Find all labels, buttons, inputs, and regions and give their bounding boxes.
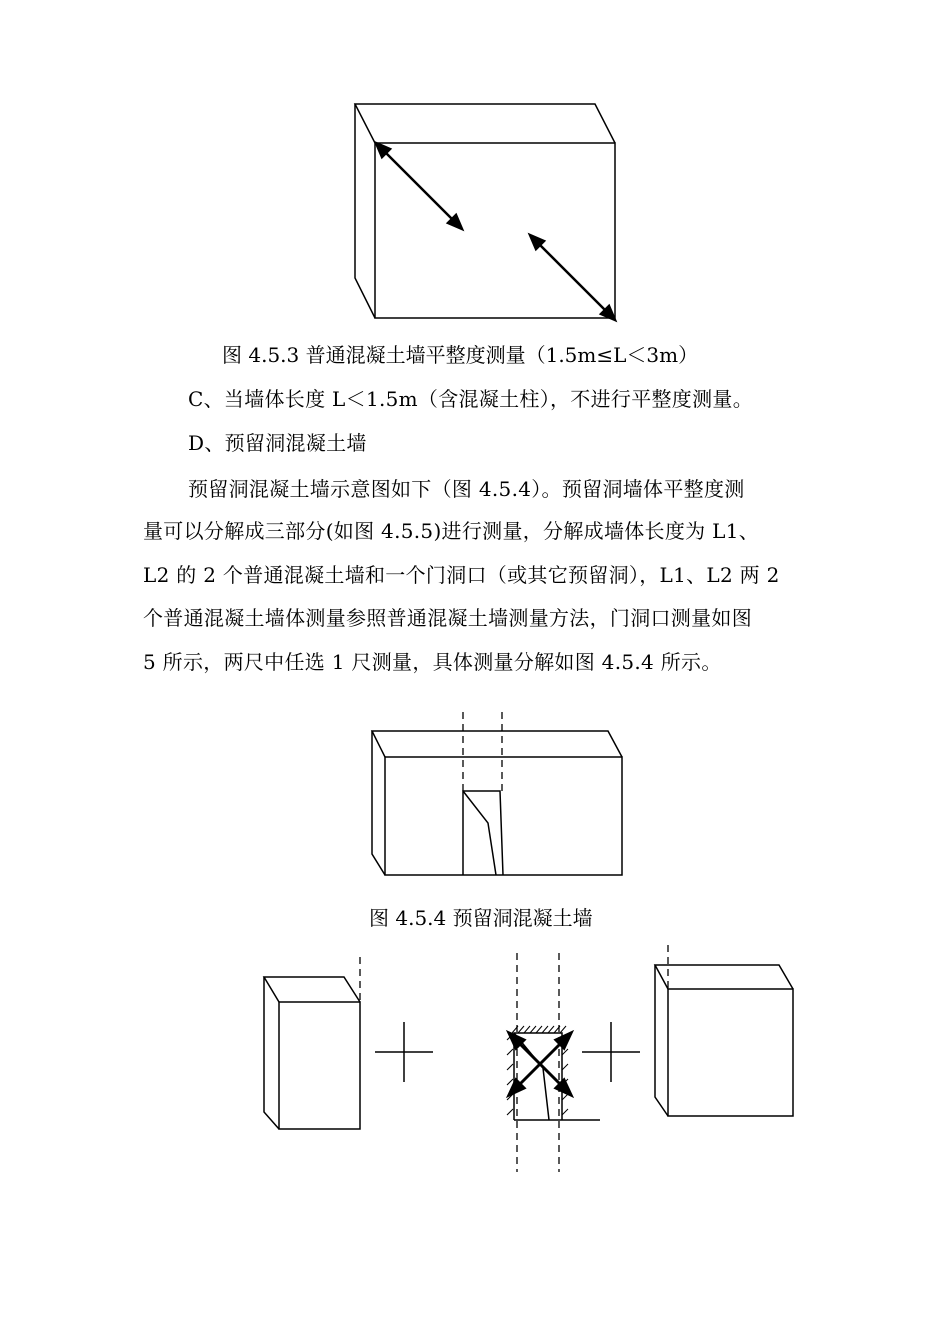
wall-front-face <box>385 757 622 875</box>
figure-decomposition <box>255 945 805 1175</box>
paragraph-c: C、当墙体长度 L＜1.5m（含混凝土柱），不进行平整度测量。 <box>188 387 754 411</box>
decomposition-diagram <box>255 945 805 1175</box>
figure-2-caption: 图 4.5.4 预留洞混凝土墙 <box>369 906 593 930</box>
figure-1-caption: 图 4.5.3 普通混凝土墙平整度测量（1.5m≤L＜3m） <box>222 343 699 367</box>
door-opening <box>463 791 503 875</box>
wall-top-face <box>355 104 615 143</box>
wall-part-l1 <box>264 977 360 1129</box>
wall-box-diagram <box>350 100 625 330</box>
body-line: 量可以分解成三部分(如图 4.5.5)进行测量，分解成墙体长度为 L1、 <box>143 519 760 543</box>
figure-wall-with-opening <box>365 705 630 885</box>
body-line: 预留洞混凝土墙示意图如下（图 4.5.4）。预留洞墙体平整度测 <box>188 477 745 501</box>
body-line: L2 的 2 个普通混凝土墙和一个门洞口（或其它预留洞），L1、L2 两 2 <box>143 563 780 587</box>
body-line: 5 所示，两尺中任选 1 尺测量，具体测量分解如图 4.5.4 所示。 <box>143 650 722 674</box>
door-opening-part <box>507 953 600 1172</box>
ruler-arrow-lower <box>537 242 608 313</box>
body-line: 个普通混凝土墙体测量参照普通混凝土墙测量方法，门洞口测量如图 <box>143 606 752 630</box>
wall-part-l2 <box>655 965 793 1116</box>
plus-sign-2 <box>582 1022 640 1082</box>
wall-front-face <box>375 143 615 318</box>
wall-opening-diagram <box>365 705 630 885</box>
ruler-arrow-upper <box>383 150 455 222</box>
door-leaf <box>463 791 496 875</box>
plus-sign-1 <box>375 1022 433 1082</box>
wall-top-face <box>372 731 622 757</box>
figure-wall-flatness-measurement <box>350 100 625 330</box>
heading-d: D、预留洞混凝土墙 <box>188 431 367 455</box>
